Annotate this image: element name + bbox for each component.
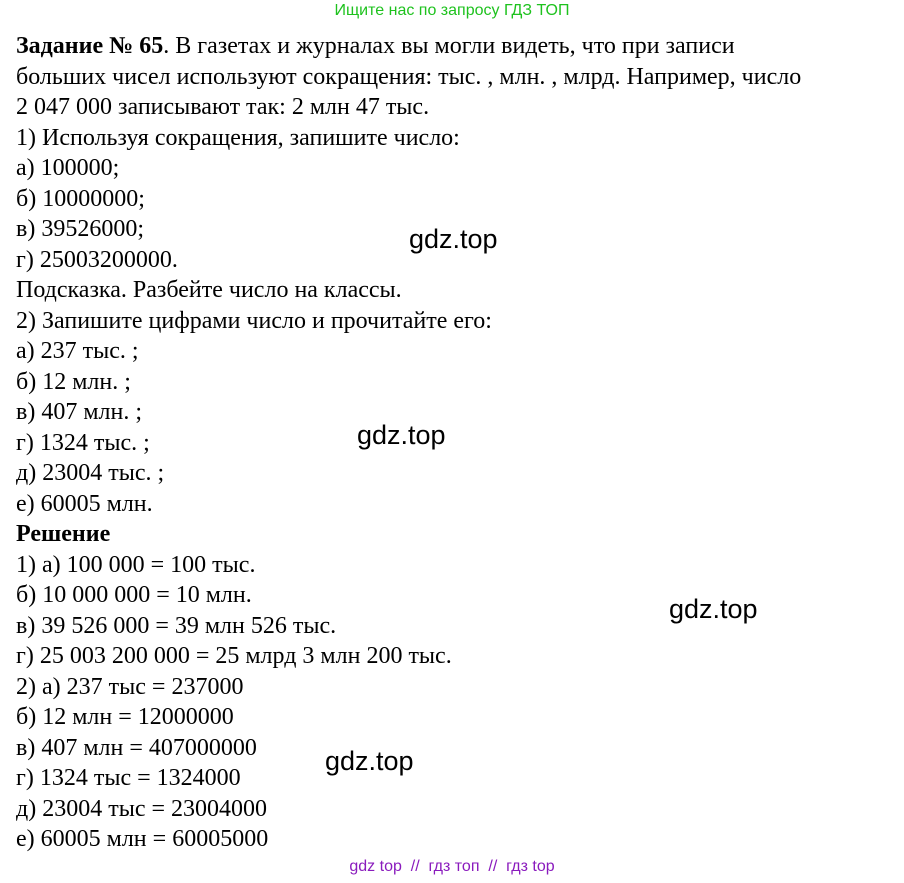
- solution-line: б) 10 000 000 = 10 млн.: [16, 582, 252, 608]
- solution-line: д) 23004 тыс = 23004000: [16, 795, 268, 822]
- part2-title: 2) Запишите цифрами число и прочитайте его:: [16, 307, 492, 334]
- part1-title: 1) Используя сокращения, запишите число:: [16, 124, 460, 151]
- part2-item: д) 23004 тыс. ;: [16, 460, 165, 486]
- task-intro-line-2: больших чисел используют сокращения: тыс. , млн. , млрд. Например, число: [16, 63, 802, 90]
- solution-line: б) 12 млн = 12000000: [16, 704, 234, 730]
- hint: Подсказка. Разбейте число на классы.: [16, 277, 402, 303]
- solution-line: в) 39 526 000 = 39 млн 526 тыс.: [16, 612, 337, 639]
- part2-item: г) 1324 тыс. ;: [16, 429, 150, 456]
- part2-item: е) 60005 млн.: [16, 490, 153, 517]
- part1-item: г) 25003200000.: [16, 246, 178, 273]
- task-intro-line-3: 2 047 000 записывают так: 2 млн 47 тыс.: [16, 94, 430, 120]
- part2-item: а) 237 тыс. ;: [16, 338, 139, 364]
- watermark-gdz-top: gdz.top: [357, 420, 446, 450]
- part1-item: б) 10000000;: [16, 185, 145, 212]
- top-banner: Ищите нас по запросу ГДЗ ТОП: [334, 2, 570, 19]
- document-body: [16, 31, 896, 855]
- solution-line: в) 407 млн = 407000000: [16, 734, 257, 761]
- part2-item: в) 407 млн. ;: [16, 399, 142, 425]
- part1-item: а) 100000;: [16, 155, 120, 181]
- solution-line: 1) а) 100 000 = 100 тыс.: [16, 551, 256, 578]
- part2-item: б) 12 млн. ;: [16, 368, 131, 395]
- solution-line: г) 25 003 200 000 = 25 млрд 3 млн 200 тыс.: [16, 643, 452, 669]
- task-label: Задание № 65: [16, 33, 164, 59]
- task-intro-line-1: [16, 31, 896, 62]
- watermark-gdz-top: gdz.top: [325, 746, 414, 776]
- solution-title: Решение: [16, 521, 111, 547]
- solution-line: г) 1324 тыс = 1324000: [16, 765, 241, 791]
- part1-item: в) 39526000;: [16, 216, 144, 242]
- task-intro-text-1: . В газетах и журналах вы могли видеть, что при записи: [163, 33, 735, 59]
- bottom-banner: gdz top // гдз топ // гдз top: [349, 858, 555, 875]
- watermark-gdz-top: gdz.top: [669, 594, 758, 624]
- watermark-gdz-top: gdz.top: [409, 224, 498, 254]
- solution-line: 2) а) 237 тыс = 237000: [16, 673, 244, 700]
- solution-line: е) 60005 млн = 60005000: [16, 826, 269, 852]
